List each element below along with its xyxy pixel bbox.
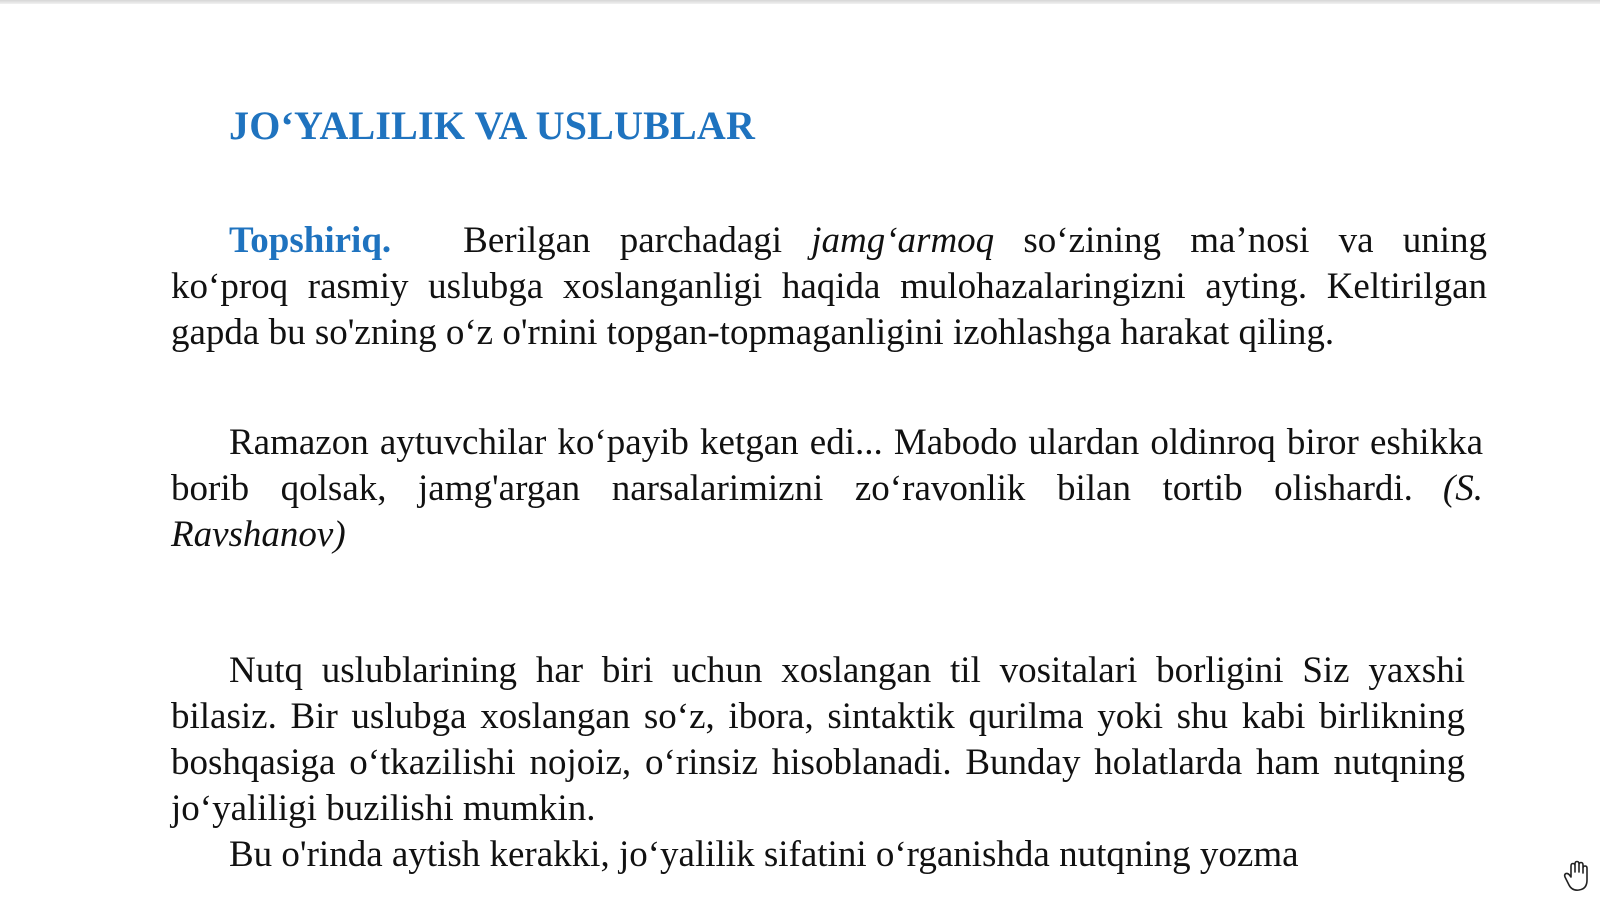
quote-paragraph (171, 420, 1483, 558)
quote-text: Ramazon aytuvchilar ko‘payib ketgan edi... Mabodo ulardan oldinroq biror eshikka borib qolsak, jamg'argan narsalarimizni zo‘ravonlik bilan tortib olishardi. (171, 422, 1483, 509)
body-paragraph-1: Nutq uslublarining har biri uchun xoslangan til vositalari borligini Siz yaxshi bilasiz. Bir uslubga xoslangan so‘z, ibora, sintaktik qurilma yoki shu kabi birlikning boshqasiga o‘tkazilishi nojoiz, o‘rinsiz hisoblanadi. Bunday holatlarda ham nutqning jo‘yaliligi buzilishi mumkin. (171, 650, 1465, 829)
task-paragraph (171, 218, 1487, 356)
body-paragraph-2: Bu o'rinda aytish kerakki, jo‘yalilik sifatini o‘rganishda nutqning yozma (229, 834, 1299, 875)
hand-grab-icon (1562, 860, 1594, 894)
task-text-before: Berilgan parchadagi (463, 220, 812, 261)
quote-author: (S. Ravshanov) (171, 468, 1483, 555)
task-italic-word: jamg‘armoq (811, 220, 995, 261)
section-heading: JO‘YALILIK VA USLUBLAR (229, 103, 756, 148)
task-label: Topshiriq. (229, 220, 392, 261)
top-edge (0, 0, 1600, 4)
task-text-after: so‘zining ma’nosi va uning ko‘proq rasmiy uslubga xoslanganligi haqida mulohazalaringizni ayting. Keltirilgan gapda bu so'zning o‘z o'rnini topgan-topmaganligini izohlashga harakat qiling. (171, 220, 1487, 353)
